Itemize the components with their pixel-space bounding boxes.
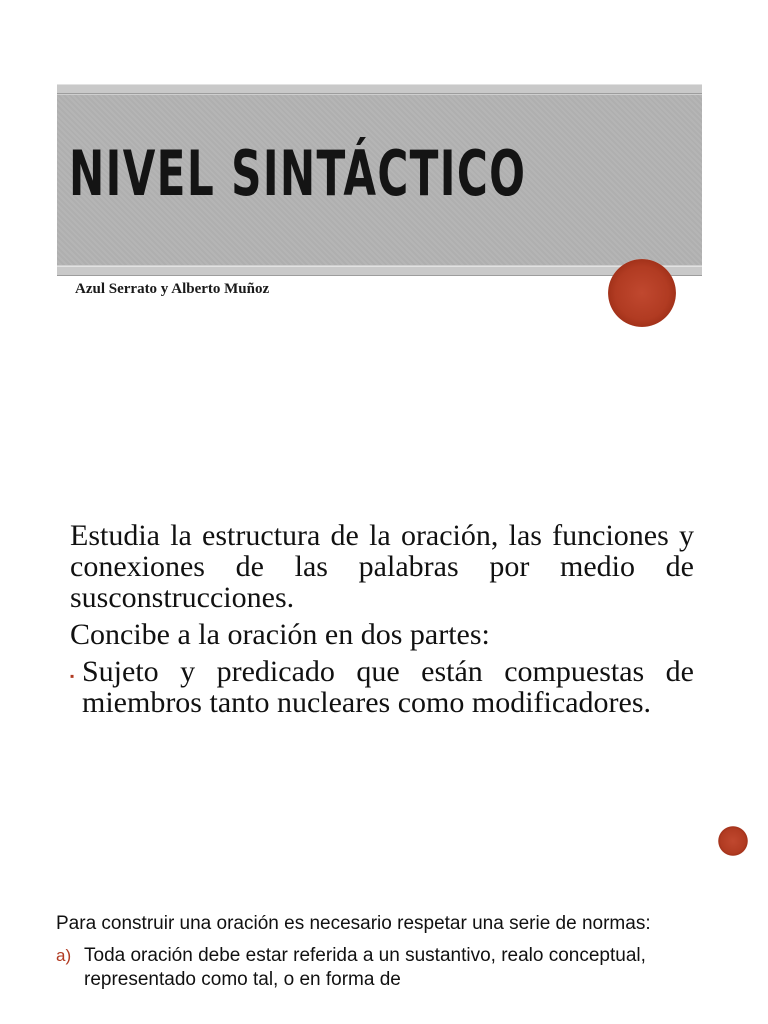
slide-title: NIVEL SINTÁCTICO: [69, 137, 527, 210]
norms-section: [56, 912, 706, 992]
bullet-item: [70, 656, 694, 718]
slide-body: [70, 520, 694, 718]
decorative-circle-large: [608, 259, 676, 327]
list-item-marker: a): [56, 946, 72, 965]
norms-intro: Para construir una oración es necesario respetar una serie de normas:: [56, 913, 651, 934]
title-banner-top-stripe: [57, 84, 702, 94]
bullet-text: Sujeto y predicado que están compuestas de miembros tanto nucleares como modificadores.: [82, 655, 694, 719]
title-banner: [57, 84, 702, 276]
title-banner-bottom-stripe: [57, 266, 702, 276]
body-paragraph-1: Estudia la estructura de la oración, las funciones y conexiones de las palabras por medio de susconstrucciones.: [70, 519, 694, 614]
body-paragraph-2: Concibe a la oración en dos partes:: [70, 618, 490, 651]
authors-subtitle: Azul Serrato y Alberto Muñoz: [75, 281, 270, 297]
norms-list-item: [56, 944, 706, 992]
list-item-text: Toda oración debe estar referida a un sustantivo, realo conceptual, representado como tal, o en forma de: [84, 945, 646, 990]
decorative-circle-small: [718, 826, 748, 856]
square-bullet-icon: ▪: [70, 669, 75, 683]
